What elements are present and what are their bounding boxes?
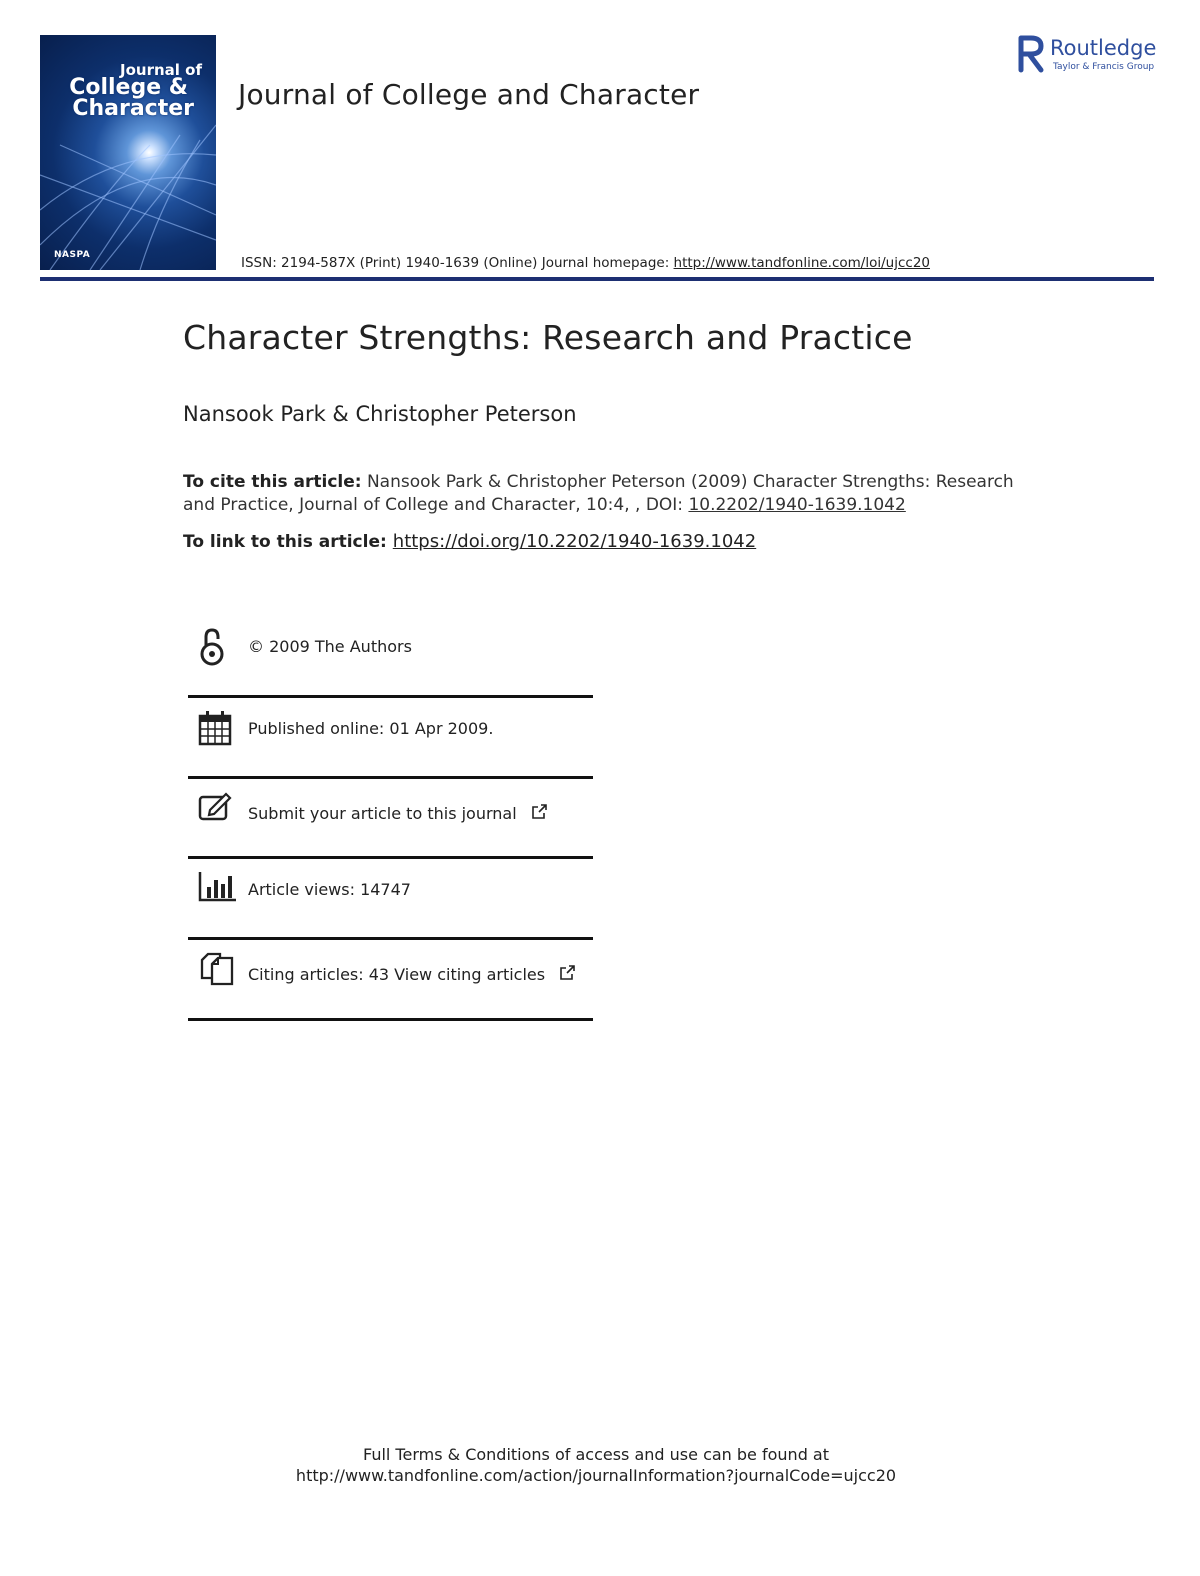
header-divider: [40, 277, 1154, 281]
external-link-icon: [558, 964, 576, 982]
article-title: Character Strengths: Research and Practice: [183, 318, 913, 357]
journal-title: Journal of College and Character: [238, 78, 700, 111]
bar-chart-icon: [198, 870, 238, 902]
edit-icon: [198, 790, 234, 824]
terms-footer: [0, 1444, 1192, 1486]
article-views-row: [188, 868, 593, 912]
info-divider: [188, 776, 593, 779]
cover-title-line2: College &: [69, 75, 188, 100]
submit-article-link[interactable]: [248, 803, 548, 823]
copyright-row: [188, 627, 593, 671]
article-link-line: [183, 531, 756, 552]
terms-footer-url[interactable]: http://www.tandfonline.com/action/journalInformation?journalCode=ujcc20: [295, 1466, 897, 1485]
citing-articles-label: Citing articles: 43 View citing articles: [248, 965, 546, 984]
calendar-icon: [198, 710, 232, 746]
citing-documents-icon: [198, 950, 236, 988]
citation-text: Nansook Park & Christopher Peterson (2009) Character Strengths: Research and Practice, Journal of College and Character, 10:4, , DOI:: [183, 472, 1014, 515]
submit-article-label: Submit your article to this journal: [248, 804, 517, 823]
cover-title-line1: Journal of: [120, 61, 202, 79]
open-access-lock-icon: [198, 627, 226, 667]
cover-title-line3: Character: [72, 96, 194, 121]
article-link-label: To link to this article:: [183, 532, 387, 552]
cover-publisher-mark: NASPA: [54, 250, 91, 260]
article-doi-url-link[interactable]: https://doi.org/10.2202/1940-1639.1042: [392, 531, 757, 552]
publisher-logo: [1013, 34, 1163, 76]
journal-cover-image: [40, 35, 216, 270]
info-divider: [188, 856, 593, 859]
copyright-text: © 2009 The Authors: [248, 637, 412, 656]
info-divider: [188, 695, 593, 698]
terms-footer-line1: Full Terms & Conditions of access and use can be found at: [362, 1445, 830, 1464]
citation-doi-link[interactable]: 10.2202/1940-1639.1042: [688, 495, 906, 515]
info-divider: [188, 1018, 593, 1021]
routledge-r-icon: [1015, 34, 1045, 74]
article-authors: Nansook Park & Christopher Peterson: [183, 402, 577, 426]
article-views-text: Article views: 14747: [248, 880, 411, 899]
journal-homepage-link[interactable]: http://www.tandfonline.com/loi/ujcc20: [673, 255, 930, 271]
submit-article-row[interactable]: [188, 790, 593, 834]
citing-articles-link[interactable]: [248, 964, 576, 984]
external-link-icon: [530, 803, 548, 821]
published-date-text: Published online: 01 Apr 2009.: [248, 719, 494, 738]
citation-block: [183, 471, 1043, 517]
citing-articles-row[interactable]: [188, 950, 593, 994]
citation-label: To cite this article:: [183, 472, 362, 492]
issn-text: ISSN: 2194-587X (Print) 1940-1639 (Online) Journal homepage:: [241, 255, 674, 271]
published-row: [188, 708, 593, 752]
info-divider: [188, 937, 593, 940]
issn-line: [241, 255, 930, 271]
publisher-subtitle: Taylor & Francis Group: [1053, 62, 1155, 72]
publisher-name: Routledge: [1050, 36, 1157, 60]
